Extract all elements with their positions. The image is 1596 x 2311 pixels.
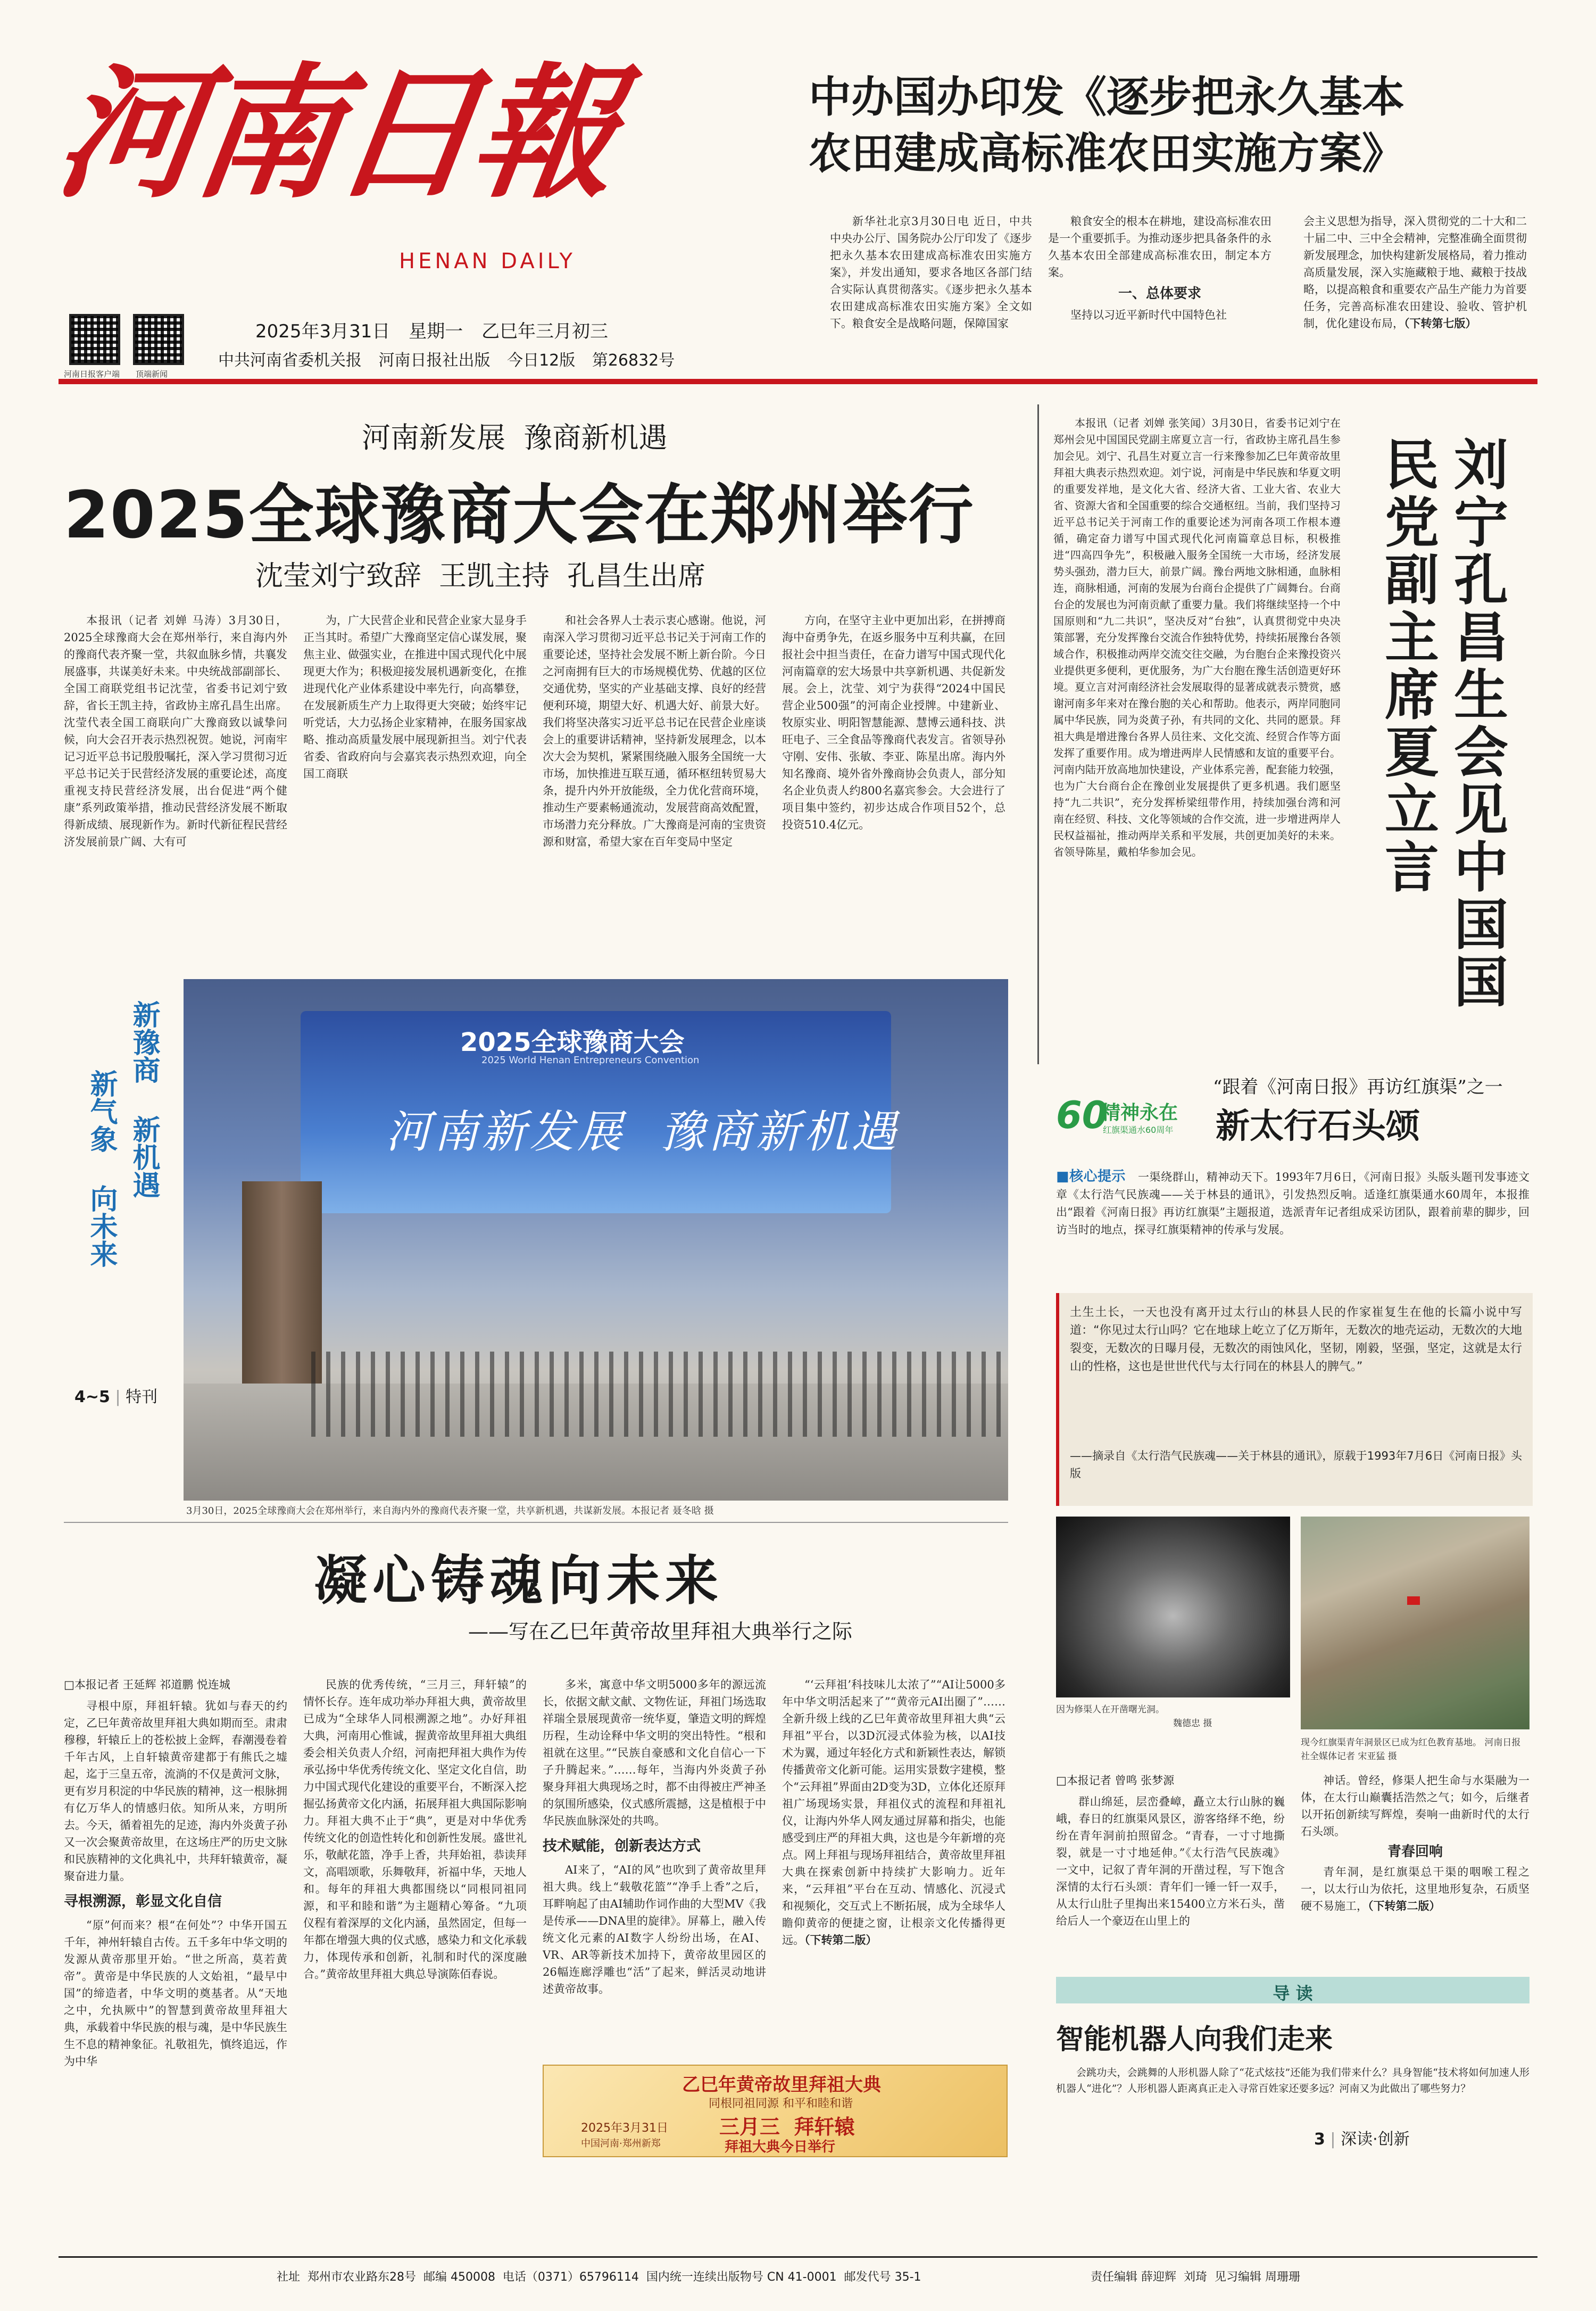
top-story-col2: 粮食安全的根本在耕地，建设高标准农田是一个重要抓手。为推动逐步把具备条件的永久基本农田全部建成高标准农田，制定本方案。 一、总体要求 坚持以习近平新时代中国特色社: [1048, 215, 1271, 321]
guide-headline[interactable]: 智能机器人向我们走来: [1056, 2024, 1333, 2056]
footer-address: 社址 郑州市农业路东28号 邮编 450008 电话（0371）65796114 国内统一连续出版物号 CN 41-0001 邮发代号 35-1: [277, 2271, 921, 2284]
side-promo-line2: 新气象 向未来: [85, 1070, 117, 1268]
weekday: 星期一: [409, 321, 463, 342]
redflag-byline: □本报记者 曾鸣 张梦源: [1056, 1774, 1175, 1787]
ad-place: 中国河南·郑州新郑: [581, 2138, 661, 2149]
lead-col4: 方向，在坚守主业中更加出彩，在拼搏商海中奋勇争先，在返乡服务中互利共赢，在回报社会中担当责任，在奋力谱写中国式现代化河南篇章的宏大场景中共享新机遇、共促新发展。会上，沈莹、刘宁为获得“2024中国民营企业500强”的河南企业授牌。中建新业、牧原实业、明阳智慧能源、慧博云通科技、洪旺电子、三全食品等豫商代表发言。省领导孙守刚、安伟、张敏、李亚、陈星出席。海内外知名豫商、境外省外豫商协会负责人，部分知名企业负责人约800名嘉宾参会。大会进行了项目集中签约，初步达成合作项目52个，总投资510.4亿元。: [782, 614, 1005, 831]
side-promo[interactable]: [64, 1000, 181, 1426]
top-story-col3: 会主义思想为指导，深入贯彻党的二十大和二十届二中、三中全会精神，完整准确全面贯彻新发展理念，加快构建新发展格局，着力推动高质量发展，深入实施藏粮于地、藏粮于技战略，以提高粮食和重要农产品生产能力为首要任务，完善高标准农田建设、验收、管护机制，优化建设布局，（下转第七版）: [1303, 215, 1527, 330]
lead-col3: 和社会各界人士表示衷心感谢。他说，河南深入学习贯彻习近平总书记关于河南工作的重要论述，坚持社会发展不断上新台阶。今日之河南拥有巨大的市场规模优势、优越的区位交通优势，坚实的产业基础支撑、良好的经营便利环境，期望大好、机遇大好、前景大好。我们将坚决落实习近平总书记在民营企业座谈会上的重要讲话精神，坚持新发展理念，以本次大会为契机，紧紧围绕融入服务全国统一大市场，加快推进互联互通，循环枢纽转贸易大条，提升内外开放能级，全力优化营商环境，推动生产要素畅通流动，发展营商高效配置，市场潜力充分释放。广大豫商是河南的宝贵资源和财富，希望大家在百年变局中坚定: [543, 614, 766, 848]
guide-box: [1056, 1977, 1530, 2003]
essay-ad-banner[interactable]: [543, 2065, 1008, 2157]
ad-date: 2025年3月31日: [581, 2122, 668, 2135]
publisher-line: [218, 347, 675, 370]
qr-label-client: 河南日报客户端: [64, 369, 120, 379]
essay-headline[interactable]: 凝心铸魂向未来: [314, 1550, 724, 1612]
photo-banner-text: 2025全球豫商大会: [460, 1028, 685, 1057]
lunar-date: 乙巳年三月初三: [481, 321, 609, 342]
lead-subhead: 沈莹刘宁致辞 王凯主持 孔昌生出席: [255, 560, 706, 592]
date-line: [255, 317, 608, 343]
top-story-section-head: 一、总体要求: [1118, 286, 1201, 302]
photo-banner-english: 2025 World Henan Entrepreneurs Convention: [481, 1055, 700, 1066]
page-count: 今日12版: [507, 351, 576, 370]
right-story-text: 本报讯（记者 刘婵 张笑闻）3月30日，省委书记刘宁在郑州会见中国国民党副主席夏立言一行，省政协主席孔昌生参加会见。刘宁、孔昌生对夏立言一行来豫参加乙巳年黄帝故里拜祖大典表示热烈欢迎。刘宁说，河南是中华民族和华夏文明的重要发祥地，是文化大省、经济大省、工业大省、农业大省、资源大省和全国重要的综合交通枢纽。当前，我们坚持习近平总书记关于河南工作的重要论述为河南各项工作根本遵循，确定奋力谱写中国式现代化河南篇章总目标，积极推进“四高四争先”，积极融入服务全国统一大市场，经济发展势头强劲，潜力巨大，前景广阔。豫台两地文脉相通，血脉相连，商脉相通，河南的发展为台商台企提供了广阔舞台。台商台企的发展也为河南贡献了重要力量。我们将继续坚持一个中国原则和“九二共识”，坚决反对“台独”，认真贯彻党中央决策部署，充分发挥豫台交流合作独特优势，持续拓展豫台各领域合作，积极推动两岸交流交往交融，为台胞台企来豫投资兴业提供更多便利，更优服务，为广大台胞在豫生活创造更好环境。夏立言对河南经济社会发展取得的显著成就表示赞赏，感谢河南多年来对在豫台胞的关心和帮助。他表示，两岸同胞同属中华民族，同为炎黄子孙，有共同的文化、共同的愿景。拜祖大典是增进豫台各界人员往来、文化交流、经贸合作等方面发挥了重要作用。成为增进两岸人民情感和友谊的重要平台。河南内陆开放高地加快建设，产业体系完善，配套能力较强，也为广大台商台企在豫创业发展提供了更多机遇。我们愿坚持“九二共识”，充分发挥桥梁纽带作用，持续加强台湾和河南在经贸、科技、文化等领域的合作交流，进一步增进两岸人民权益福祉，推动两岸关系和平发展，共创更加美好的未来。省领导陈星，戴柏华参加会见。: [1053, 417, 1341, 858]
redflag-photo-historic[interactable]: [1056, 1517, 1290, 1697]
redflag-photo-flag: [1407, 1596, 1420, 1605]
lead-kicker: 河南新发展 豫商新机遇: [362, 421, 668, 454]
issue-date: 2025年3月31日: [255, 321, 390, 342]
redflag-series: “跟着《河南日报》再访红旗渠”之一: [1213, 1076, 1503, 1098]
masthead-logo-english: HENAN DAILY: [399, 249, 576, 274]
redflag-logo-sub: 红旗渠通水60周年: [1103, 1125, 1174, 1135]
essay-subhead: ——写在乙巳年黄帝故里拜祖大典举行之际: [468, 1620, 853, 1643]
guide-label: 导 读: [1273, 1983, 1313, 2003]
lead-headline[interactable]: 2025全球豫商大会在郑州举行: [64, 477, 975, 553]
publisher: 河南日报社出版: [378, 351, 491, 370]
essay-section2-head: 技术赋能，创新表达方式: [543, 1838, 701, 1854]
redflag-quote-source: ——摘录自《太行浩气民族魂——关于林县的通讯》，原载于1993年7月6日《河南日报》头版: [1070, 1449, 1522, 1480]
redflag-col2: 神话。曾经，修渠人把生命与水渠融为一体，在太行山巅囊括浩然之气；如今，后继者以开拓创新续写辉煌，奏响一曲新时代的太行石头颂。 青春回响 青年洞，是红旗渠总干渠的咽喉工程之一，以太行山为依托，这里地形复杂，石质坚硬不易施工，（下转第二版）: [1301, 1774, 1530, 1912]
masthead-rule: [59, 379, 1537, 384]
ad-slogan: 三月三 拜轩辕: [719, 2115, 855, 2139]
qr-code-news[interactable]: [133, 314, 184, 365]
side-promo-pages: 4~5 | 特刊: [74, 1388, 158, 1406]
redflag-logo-text: 精神永在: [1101, 1102, 1178, 1124]
ad-theme: 同根同祖同源 和平和睦和谐: [709, 2097, 853, 2110]
redflag-photo-modern[interactable]: [1301, 1517, 1530, 1729]
qr-label-news: 顶端新闻: [136, 369, 168, 379]
redflag-quote-box: [1056, 1293, 1533, 1506]
essay-section1-head: 寻根溯源，彰显文化自信: [64, 1893, 222, 1910]
ad-title: 乙巳年黄帝故里拜祖大典: [682, 2074, 881, 2095]
top-story-col1: 新华社北京3月30日电 近日，中共中央办公厅、国务院办公厅印发了《逐步把永久基本农田建成高标准农田实施方案》，并发出通知，要求各地区各部门结合实际认真贯彻落实。《逐步把永久基本农田建成高标准农田实施方案》全文如下。粮食安全是战略问题，保障国家: [830, 215, 1032, 330]
redflag-logo-number-icon: 60: [1056, 1094, 1108, 1137]
redflag-core-tip: [1056, 1168, 1530, 1285]
guide-text: 会跳功夫，会跳舞的人形机器人除了“花式炫技”还能为我们带来什么？具身智能“技术将如何加速人形机器人“进化”？人形机器人距离真正走入寻常百姓家还要多远？河南又为此做出了哪些努力？: [1056, 2067, 1530, 2094]
top-headline-line2: 农田建成高标准农田实施方案》: [809, 129, 1404, 178]
redflag-col1: 群山绵延，层峦叠嶂，矗立太行山脉的巍峨，春日的红旗渠风景区，游客络绎不绝，纷纷在青年洞前拍照留念。“青春，一寸寸地撕裂，就是一寸寸地延伸。”《太行浩气民族魂》一文中，记叙了青年洞的开凿过程，写下饱含深情的太行石头颂：青年们一锤一钎一双手，从太行山肚子里掏出来15400立方米石头，凿给后人一个豪迈在山里上的: [1056, 1795, 1285, 1927]
top-headline-line1: 中办国办印发《逐步把永久基本: [809, 72, 1404, 122]
qr-code-client[interactable]: [69, 314, 120, 365]
essay-col2: 民族的优秀传统，“三月三，拜轩辕”的情怀长存。连年成功举办拜祖大典，黄帝故里已成为“全球华人同根溯源之地”。办好拜祖大典，河南用心惟诚，握黄帝故里拜祖大典组委会相关负责人介绍，河南把拜祖大典作为传承弘扬中华优秀传统文化、坚定文化自信，助力中国式现代化建设的重要平台，不断深入挖掘弘扬黄帝文化内涵，拓展拜祖大典国际影响力。拜祖大典不止于“典”，更是对中华优秀传统文化的创造性转化和创新性发展。盛世礼乐，敬献花篮，净手上香，共拜始祖，恭读拜文，高唱颂歌，乐舞敬拜，祈福中华，天地人和。每年的拜祖大典都围绕以“同根同祖同源，和平和睦和谐”为主题精心筹备。“九项仪程有着深厚的文化内涵，虽然固定，但每一年都在增强大典的仪式感，感染力和文化承载力，体现传承和创新，礼制和时代的深度融合。”黄帝故里拜祖大典总导演陈佰春说。: [303, 1678, 527, 1981]
right-divider: [1037, 404, 1039, 1064]
essay-divider: [64, 1522, 1008, 1523]
masthead-logo: 河南日報: [46, 48, 624, 218]
essay-col3: 多米，寓意中华文明5000多年的源远流长，依据文献文献、文物佐证，拜祖门场选取祥瑞全景展现黄帝一统华夏，肇造文明的辉煌历程，生动诠释中华文明的突出特性。“根和祖就在这里。”“民族自豪感和文化自信心一下子升腾起来。”……每年，当海内外炎黄子孙聚身拜祖大典现场之时，都不由得被庄严神圣的氛围所感染，仪式感所震撼，这是植根于中华民族血脉深处的共鸣。 技术赋能，创新表达方式 AI来了，“AI的风”也吹到了黄帝故里拜祖大典。线上“载敬花篮”“净手上香”之后，耳畔响起了由AI辅助作词作曲的大型MV《我是传承——DNA里的旋律》。屏幕上，融入传统文化元素的AI数字人纷纷出场，在AI、VR、AR等新技术加持下，黄帝故里园区的26幅连廊浮雕也“活”了起来，鲜活灵动地讲述黄帝故事。: [543, 1678, 766, 1995]
redflag-tip-text: 一渠绕群山，精神动天下。1993年7月6日，《河南日报》头版头题刊发事迹文章《太行浩气民族魂——关于林县的通讯》，引发热烈反响。适逢红旗渠通水60周年，本报推出“跟着《河南日报》再访红旗渠”主题报道，选派青年记者组成采访团队，跟着前辈的脚步，回访当时的地点，探寻红旗渠精神的传承与发展。: [1056, 1171, 1530, 1236]
side-promo-line1: 新豫商 新机遇: [128, 1000, 160, 1198]
ad-tail: 拜祖大典今日举行: [725, 2139, 836, 2155]
main-photo-caption: 3月30日，2025全球豫商大会在郑州举行，来自海内外的豫商代表齐聚一堂，共享新机遇，共谋新发展。本报记者 聂冬晗 摄: [186, 1505, 714, 1517]
essay-col1: 寻根中原，拜祖轩辕。犹如与春天的约定，乙巳年黄帝故里拜祖大典如期而至。肃肃穆穆，轩辕丘上的苍松披上金辉，春潮漫卷着千年古风，上自轩辕黄帝建都于有熊氏之墟起，迄于三皇五帝，流淌的不仅是黄河文脉，更有岁月积淀的中华民族的精神，这一根脉拥有亿万华人的情感归依。知所从来，方明所去。今天，循着祖先的足迹，海内外炎黄子孙又一次会聚黄帝故里，在这场庄严的历史文脉和民族精神的文化典礼中，共拜轩辕黄帝，凝聚奋进力量。 寻根溯源，彰显文化自信 “原”何而来？根“在何处”？中华开国五千年，神州轩辕自古传。五千多年中华文明的发源从黄帝那里开始。“世之所高，莫若黄帝”。黄帝是中华民族的人文始祖，“最早中国”的缔造者，中华文明的奠基者。从“天地之中，允执厥中”的智慧到黄帝故里拜祖大典，承载着中华民族的根与魂，是中华民族生生不息的精神象征。礼敬祖先，慎终追远，作为中华: [64, 1700, 287, 2068]
photo-crowd: [311, 1352, 1003, 1437]
guide-page-ref[interactable]: 3 | 深读·创新: [1314, 2130, 1410, 2149]
redflag-tip-label: ■核心提示: [1056, 1169, 1126, 1185]
redflag-headline[interactable]: 新太行石头颂: [1216, 1107, 1420, 1146]
essay-byline: □本报记者 王延辉 祁道鹏 悦连城: [64, 1678, 230, 1691]
lead-col2: 为，广大民营企业和民营企业家大显身手正当其时。希望广大豫商坚定信心谋发展，聚焦主业、做强实业，在推进中国式现代化中展现更大作为；积极迎接发展机遇新变化，在推进现代化产业体系建设中率先行，向高攀登，在发展新质生产力上取得更大突破；始终牢记听党话，大力弘扬企业家精神，在服务国家战略、推动高质量发展中展现新担当。刘宁代表省委、省政府向与会嘉宾表示热烈欢迎，向全国工商联: [303, 614, 527, 780]
redflag-quote: 土生土长，一天也没有离开过太行山的林县人民的作家崔复生在他的长篇小说中写道：“你见过太行山吗？它在地球上屹立了亿万斯年，无数次的地壳运动，无数次的大地裂变，无数次的日曝月侵，无数次的雨蚀风化，坚韧，刚毅，坚强，坚定，这就是太行山的性格，这也是世世代代与太行同在的林县人的脾气。”: [1070, 1306, 1522, 1373]
redflag-logo: [1056, 1094, 1194, 1141]
top-headline[interactable]: [809, 69, 1404, 182]
sponsor: 中共河南省委机关报: [218, 351, 362, 370]
issue-number: 第26832号: [592, 351, 675, 370]
footer-rule: [59, 2256, 1537, 2258]
main-photo[interactable]: [184, 979, 1008, 1501]
footer-editors: 责任编辑 薛迎辉 刘琦 见习编辑 周珊珊: [1091, 2271, 1300, 2284]
lead-col1: 本报讯（记者 刘婵 马涛）3月30日，2025全球豫商大会在郑州举行，来自海内外的豫商代表齐聚一堂，共叙血脉乡情，共襄发展盛事，共谋美好未来。中央统战部副部长、全国工商联党组书记沈莹，省委书记刘宁致辞，省长王凯主持，省政协主席孔昌生出席。沈莹代表全国工商联向广大豫商致以诚挚问候，向大会召开表示热烈祝贺。她说，河南牢记习近平总书记殷殷嘱托，深入学习贯彻习近平总书记关于民营经济发展的重要论述，高度重视支持民营经济发展，出台促进“两个健康”系列政策举措，推动民营经济发展不断取得新成绩、展现新作为。新时代新征程民营经济发展前景广阔、大有可: [64, 614, 287, 848]
redflag-section-head: 青春回响: [1387, 1844, 1443, 1860]
redflag-photo2-caption: 现今红旗渠青年洞景区已成为红色教育基地。 河南日报社全媒体记者 宋亚猛 摄: [1301, 1737, 1521, 1762]
redflag-photo1-caption: 因为修渠人在开凿曙光洞。 魏德忠 摄: [1056, 1704, 1212, 1729]
essay-col4: “‘云拜祖’科技味儿太浓了”“AI让5000多年中华文明活起来了”“黄帝元AI出圈了”……全新升级上线的乙巳年黄帝故里拜祖大典“云拜祖”平台，以3D沉浸式体验为核，以AI技术为翼，通过年轻化方式和新颖性表达，解锁传播黄帝文化新可能。运用实景数字建模，整个“云拜祖”界面由2D变为3D，立体化还原拜祖广场现场实景，拜祖仪式的流程和拜祖礼仪，让海内外华人网友通过屏幕和指尖，也能感受到庄严的拜祖大典，这也是今年新增的亮点。网上拜祖与现场拜祖结合，黄帝故里拜祖大典在探索创新中持续扩大影响力。近年来，“云拜祖”平台在互动、情感化、沉浸式和视频化，交互式上不断拓展，成为全球华人瞻仰黄帝的便捷之窗，让根亲文化传播得更远。（下转第二版）: [782, 1678, 1005, 1946]
photo-slogan: 河南新发展 豫商新机遇: [386, 1106, 900, 1158]
right-story-headline[interactable]: 刘宁孔昌生会见中国国民党副主席夏立言: [1376, 436, 1508, 1011]
